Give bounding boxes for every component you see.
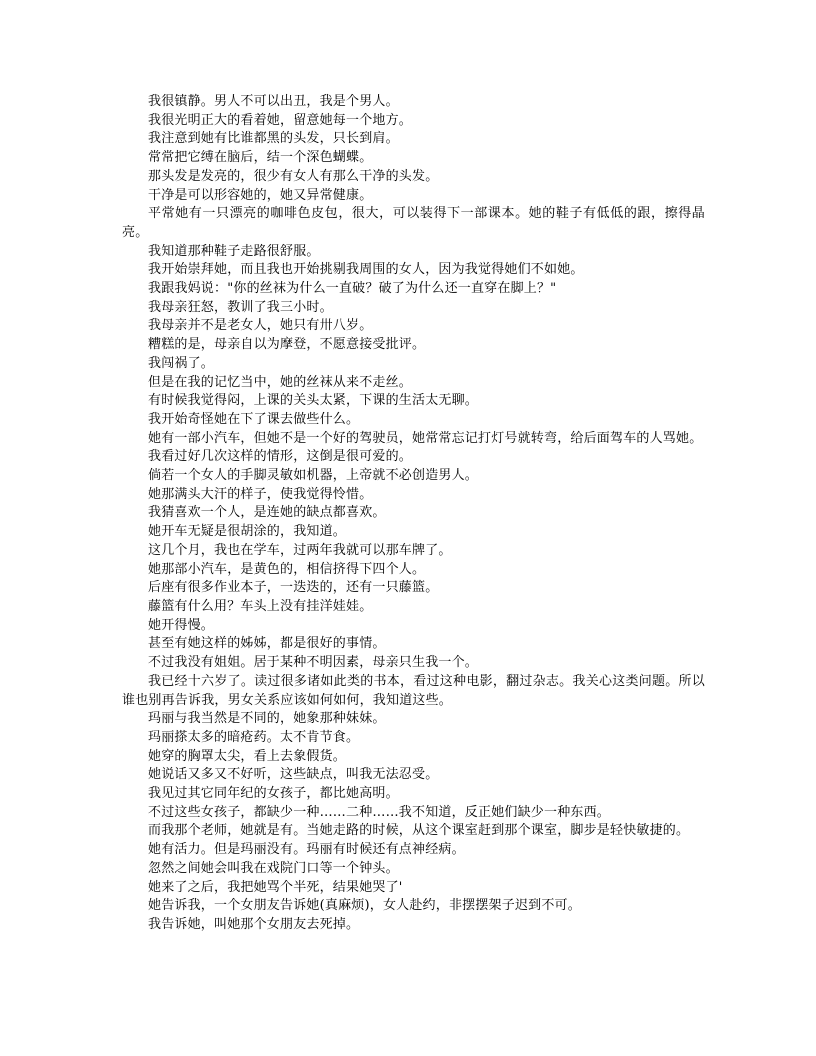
paragraph: 她说话又多又不好听，这些缺点，叫我无法忍受。 (148, 767, 439, 783)
paragraph: 她有活力。但是玛丽没有。玛丽有时候还有点神经病。 (148, 842, 465, 858)
paragraph: 我已经十六岁了。读过很多诸如此类的书本，看过这种电影，翻过杂志。我关心这类问题。所以谁也别再告诉我，男女关系应该如何如何，我知道这些。 (122, 673, 705, 708)
paragraph: 她有一部小汽车，但她不是一个好的驾驶员，她常常忘记打灯号就转弯，给后面驾车的人骂她。 (148, 430, 703, 446)
paragraph: 这几个月，我也在学车，过两年我就可以那车牌了。 (148, 542, 452, 558)
document-page (122, 93, 705, 935)
paragraph: 不过我没有姐姐。居于某种不明因素，母亲只生我一个。 (148, 655, 479, 671)
paragraph: 但是在我的记忆当中，她的丝袜从来不走丝。 (148, 374, 413, 390)
paragraph: 她来了之后，我把她骂个半死，结果她哭了' (148, 879, 403, 895)
paragraph: 我知道那种鞋子走路很舒服。 (148, 243, 320, 259)
paragraph: 玛丽搽太多的暗疮药。太不肯节食。 (148, 729, 360, 745)
paragraph: 我很光明正大的看着她，留意她每一个地方。 (148, 112, 413, 128)
paragraph: 她开车无疑是很胡涂的，我知道。 (148, 524, 347, 540)
paragraph: 藤篮有什么用？车头上没有挂洋娃娃。 (148, 598, 373, 614)
paragraph: 我开始崇拜她，而且我也开始挑剔我周围的女人，因为我觉得她们不如她。 (148, 262, 584, 278)
paragraph: 她开得慢。 (148, 617, 215, 633)
paragraph: 那头发是发亮的，很少有女人有那么干净的头发。 (148, 168, 439, 184)
paragraph: 我告诉她，叫她那个女朋友去死掉。 (148, 916, 360, 932)
paragraph: 她那满头大汗的样子，使我觉得怜惜。 (148, 486, 373, 502)
paragraph: 她那部小汽车，是黄色的，相信挤得下四个人。 (148, 561, 426, 577)
paragraph: 我开始奇怪她在下了课去做些什么。 (148, 411, 360, 427)
paragraph: 而我那个老师，她就是有。当她走路的时候，从这个课室赶到那个课室，脚步是轻快敏捷的。 (148, 823, 690, 839)
paragraph: 忽然之间她会叫我在戏院门口等一个钟头。 (148, 860, 399, 876)
paragraph: 倘若一个女人的手脚灵敏如机器，上帝就不必创造男人。 (148, 468, 479, 484)
paragraph: 我母亲狂怒，教训了我三小时。 (148, 299, 333, 315)
paragraph: 我猜喜欢一个人，是连她的缺点都喜欢。 (148, 505, 386, 521)
paragraph: 我注意到她有比谁都黑的头发，只长到肩。 (148, 131, 399, 147)
paragraph: 平常她有一只漂亮的咖啡色皮包，很大，可以装得下一部课本。她的鞋子有低低的跟，擦得晶亮。 (122, 206, 705, 240)
paragraph: 玛丽与我当然是不同的，她象那种妹妹。 (148, 711, 386, 727)
paragraph: 她穿的胸罩太尖，看上去象假货。 (148, 748, 347, 764)
paragraph: 我母亲并不是老女人，她只有卅八岁。 (148, 318, 373, 334)
paragraph: 我见过其它同年纪的女孩子，都比她高明。 (148, 786, 399, 802)
paragraph: 我闯祸了。 (148, 355, 215, 371)
paragraph: 我看过好几次这样的情形，这倒是很可爱的。 (148, 449, 413, 465)
paragraph: 后座有很多作业本子，一迭迭的，还有一只藤篮。 (148, 580, 439, 596)
paragraph: 常常把它缚在脑后，结一个深色蝴蝶。 (148, 150, 373, 166)
paragraph: 糟糕的是，母亲自以为摩登，不愿意接受批评。 (148, 337, 426, 353)
paragraph: 干净是可以形容她的，她又异常健康。 (148, 187, 373, 203)
paragraph: 甚至有她这样的姊姊，都是很好的事情。 (148, 636, 386, 652)
paragraph: 有时候我觉得闷，上课的关头太紧，下课的生活太无聊。 (148, 393, 479, 409)
paragraph: 她告诉我，一个女朋友告诉她(真麻烦)，女人赴约，非摆摆架子迟到不可。 (148, 898, 581, 914)
paragraph: 不过这些女孩子，都缺少一种……二种……我不知道，反正她们缺少一种东西。 (148, 804, 611, 820)
paragraph: 我跟我妈说："你的丝袜为什么一直破？破了为什么还一直穿在脚上？" (148, 281, 557, 297)
paragraph: 我很镇静。男人不可以出丑，我是个男人。 (148, 94, 399, 109)
